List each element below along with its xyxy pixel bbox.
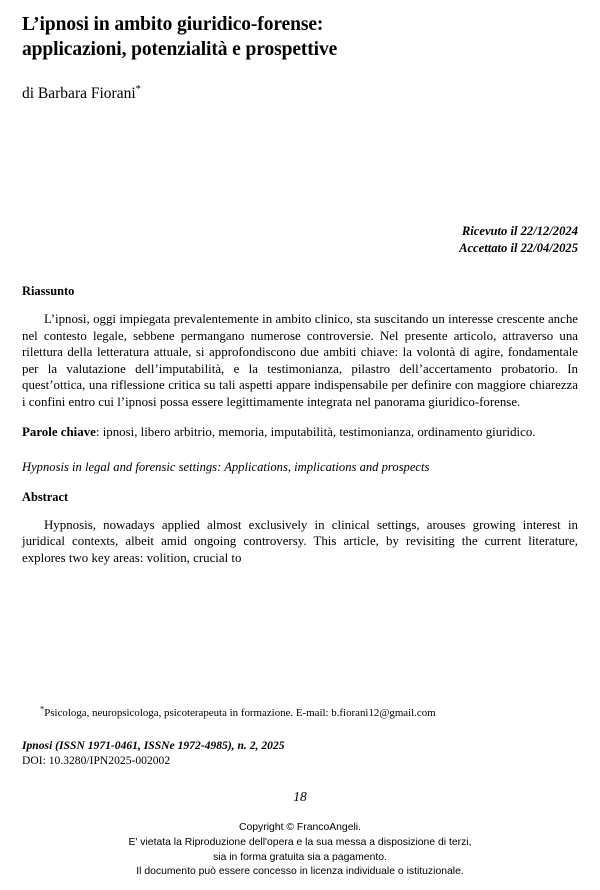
footnote-line — [22, 703, 578, 720]
title-block — [22, 12, 578, 63]
copyright-line-3: sia in forma gratuita sia a pagamento. — [213, 851, 387, 863]
page-content — [22, 0, 578, 566]
abstract-heading: Abstract — [22, 489, 69, 504]
footnote-block — [22, 703, 578, 720]
journal-citation: Ipnosi (ISSN 1971-0461, ISSNe 1972-4985), n. 2, 2025 — [22, 739, 285, 752]
keywords-separator: : — [95, 424, 103, 439]
author-block — [22, 85, 578, 104]
copyright-footer — [0, 821, 600, 880]
page-title — [22, 12, 578, 63]
footnote-marker: * — [40, 703, 45, 714]
date-accepted: Accettato il 22/04/2025 — [459, 240, 578, 255]
english-title: Hypnosis in legal and forensic settings: Applications, implications and prospects — [22, 460, 430, 475]
date-received: Ricevuto il 22/12/2024 — [461, 224, 578, 239]
keywords-label: Parole chiave — [22, 424, 96, 439]
title-line-1: L’ipnosi in ambito giuridico-forense: — [22, 14, 324, 35]
journal-doi: DOI: 10.3280/IPN2025-002002 — [22, 754, 171, 768]
page-number: 18 — [293, 789, 307, 804]
author-footnote-marker: * — [135, 83, 141, 95]
copyright-line-4: Il documento può essere concesso in licenza individuale o istituzionale. — [136, 866, 464, 878]
copyright-line-1: Copyright © FrancoAngeli. — [238, 822, 361, 833]
abstract-text: Hypnosis, nowadays applied almost exclusively in clinical settings, arouses growing interest in juridical contexts, albeit amid ongoing controversy. This article, by revisiting the current literature, explores two key areas: volition, crucial to — [22, 517, 578, 565]
journal-info-block — [22, 738, 578, 769]
footnote-text-content: Psicologa, neuropsicologa, psicoterapeuta in formazione. E-mail: b.fiorani12@gmail.com — [44, 707, 436, 719]
title-line-2: applicazioni, potenzialità e prospettive — [22, 39, 338, 61]
riassunto-heading: Riassunto — [22, 284, 75, 298]
submission-dates — [22, 223, 578, 256]
riassunto-text: L’ipnosi, oggi impiegata prevalentemente in ambito clinico, sta suscitando un interesse crescente anche nel contesto legale, sebbene permangano numerose controversie. Nel presente articolo, attraverso una rilettura della letteratura attuale, si approfondiscono due ambiti chiave: la volontà di agire, fondamentale per la valutazione dell’imputabilità, e la testimonianza, pilastro dell’accertamento probatorio. In quest’ottica, una riflessione critica su tali aspetti appare indispensabile per definire con maggiore chiarezza i confini entro cui l’ipnosi possa essere legittimamente integrata nel panorama giuridico-forense. — [22, 312, 578, 410]
author-name: di Barbara Fiorani — [22, 84, 136, 102]
keywords-values: ipnosi, libero arbitrio, memoria, imputabilità, testimonianza, ordinamento giuridico. — [102, 424, 536, 439]
copyright-line-2: E' vietata la Riproduzione dell'opera e la sua messa a disposizione di terzi, — [128, 836, 472, 848]
keywords-line — [22, 424, 578, 441]
